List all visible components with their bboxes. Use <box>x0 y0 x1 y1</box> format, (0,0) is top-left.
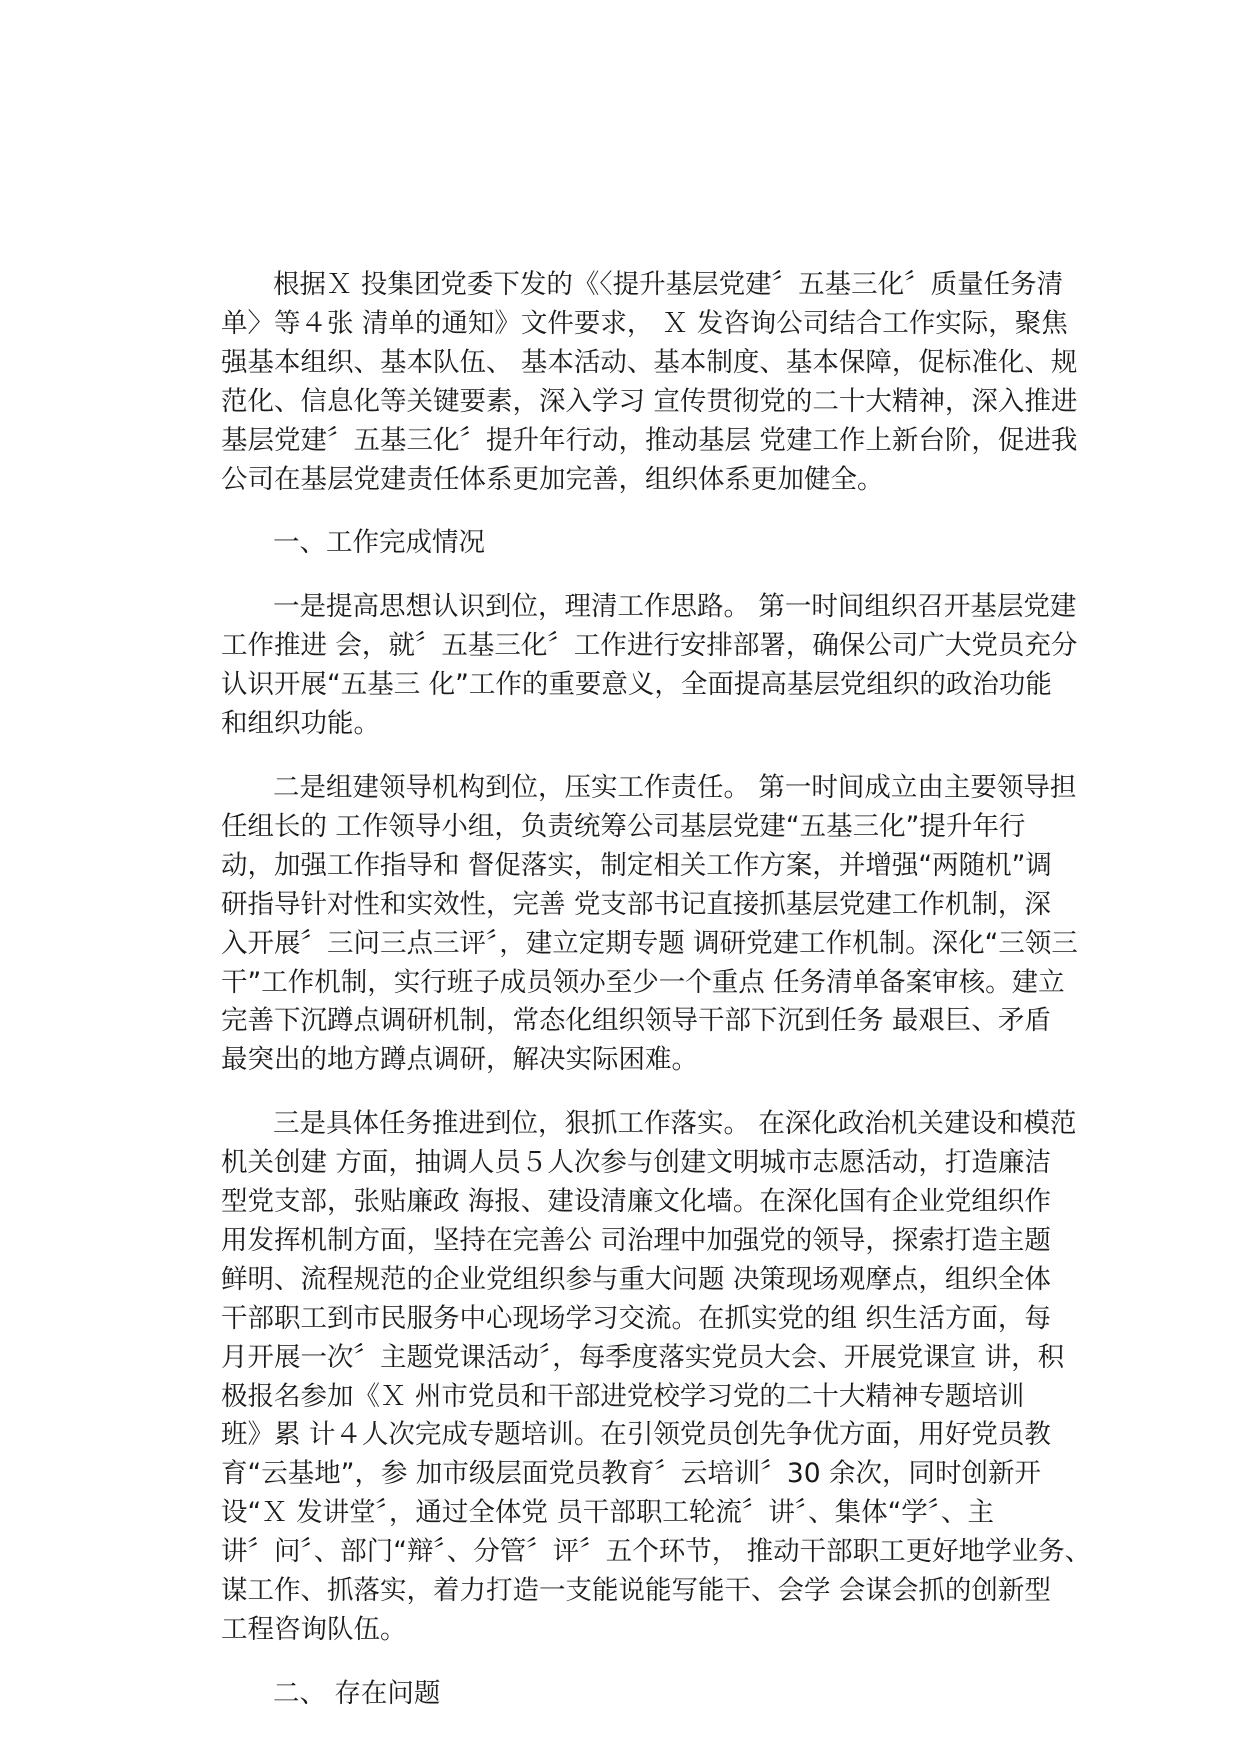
text-line: 最突出的地方蹲点调研，解决实际困难。 <box>221 1044 698 1076</box>
text-line: 研指导针对性和实效性，完善 党支部书记直接抓基层党建工作机制，深 <box>221 888 1051 920</box>
heading-text: 一、工作完成情况 <box>273 527 485 559</box>
paragraph-2 <box>170 769 1090 1080</box>
text-line: 入开展〞三问三点三评〞，建立定期专题 调研党建工作机制。深化“三领三 <box>221 927 1078 959</box>
intro-paragraph <box>170 266 1090 499</box>
text-line: 单〉等４张 清单的通知》文件要求， Ｘ 发咨询公司结合工作实际，聚焦 <box>221 307 1068 339</box>
text-line: 二是组建领导机构到位，压实工作责任。 第一时间成立由主要领导担 <box>273 771 1077 803</box>
text-line: 育“云基地”，参 加市级层面党员教育〞云培训〞30 余次，同时创新开 <box>221 1458 1042 1490</box>
text-line: 一是提高思想认识到位，理清工作思路。 第一时间组织召开基层党建 <box>273 591 1077 623</box>
section-heading <box>170 524 1090 563</box>
text-line: 干部职工到市民服务中心现场学习交流。在抓实党的组 织生活方面，每 <box>221 1302 1051 1334</box>
text-line: 公司在基层党建责任体系更加完善，组织体系更加健全。 <box>221 463 884 495</box>
text-line: 认识开展“五基三 化”工作的重要意义，全面提高基层党组织的政治功能 <box>221 669 1052 701</box>
text-line: 设“Ｘ 发讲堂〞，通过全体党 员干部职工轮流〞讲〞、集体“学〞、主 <box>221 1497 995 1529</box>
text-line: 工作推进 会，就〞五基三化〞工作进行安排部署，确保公司广大党员充分 <box>221 630 1078 662</box>
text-line: 完善下沉蹲点调研机制，常态化组织领导干部下沉到任务 最艰巨、矛盾 <box>221 1005 1051 1037</box>
text-line: 极报名参加《Ｘ 州市党员和干部进党校学习党的二十大精神专题培训 <box>221 1380 1025 1412</box>
paragraph-1 <box>170 588 1090 744</box>
text-line: 强基本组织、基本队伍、 基本活动、基本制度、基本保障，促标准化、规 <box>221 346 1078 378</box>
text-line: 机关创建 方面，抽调人员５人次参与创建文明城市志愿活动，打造廉洁 <box>221 1147 1051 1179</box>
text-line: 班》累 计４人次完成专题培训。在引领党员创先争优方面，用好党员教 <box>221 1419 1051 1451</box>
section-heading <box>170 1675 1090 1714</box>
text-line: 鲜明、流程规范的企业党组织参与重大问题 决策现场观摩点，组织全体 <box>221 1263 1051 1295</box>
text-line: 月开展一次〞主题党课活动〞，每季度落实党员大会、开展党课宣 讲，积 <box>221 1341 1065 1373</box>
text-line: 三是具体任务推进到位，狠抓工作落实。 在深化政治机关建设和模范 <box>273 1108 1077 1140</box>
text-line: 基层党建〞五基三化〞提升年行动，推动基层 党建工作上新台阶，促进我 <box>221 424 1078 456</box>
text-line: 根据Ｘ 投集团党委下发的《〈提升基层党建〞五基三化〞质量任务清 <box>273 269 1064 300</box>
text-line: 动，加强工作指导和 督促落实，制定相关工作方案，并增强“两随机”调 <box>221 849 1052 881</box>
text-line: 讲〞问〞、部门“辩〞、分管〞评〞五个环节， 推动干部职工更好地学业务、 <box>221 1536 1092 1568</box>
text-line: 工程咨询队伍。 <box>221 1614 407 1645</box>
text-line: 范化、信息化等关键要素，深入学习 宣传贯彻党的二十大精神，深入推进 <box>221 385 1078 417</box>
text-line: 干”工作机制，实行班子成员领办至少一个重点 任务清单备案审核。建立 <box>221 966 1065 998</box>
text-line: 任组长的 工作领导小组，负责统筹公司基层党建“五基三化”提升年行 <box>221 810 1026 842</box>
heading-text: 二、 存在问题 <box>273 1677 441 1709</box>
paragraph-3 <box>170 1105 1090 1650</box>
text-line: 和组织功能。 <box>221 708 380 740</box>
text-line: 用发挥机制方面，坚持在完善公 司治理中加强党的领导，探索打造主题 <box>221 1224 1051 1256</box>
text-line: 型党支部，张贴廉政 海报、建设清廉文化墙。在深化国有企业党组织作 <box>221 1186 1051 1218</box>
document-body <box>170 266 1090 1739</box>
text-line: 谋工作、抓落实，着力打造一支能说能写能干、会学 会谋会抓的创新型 <box>221 1575 1051 1607</box>
